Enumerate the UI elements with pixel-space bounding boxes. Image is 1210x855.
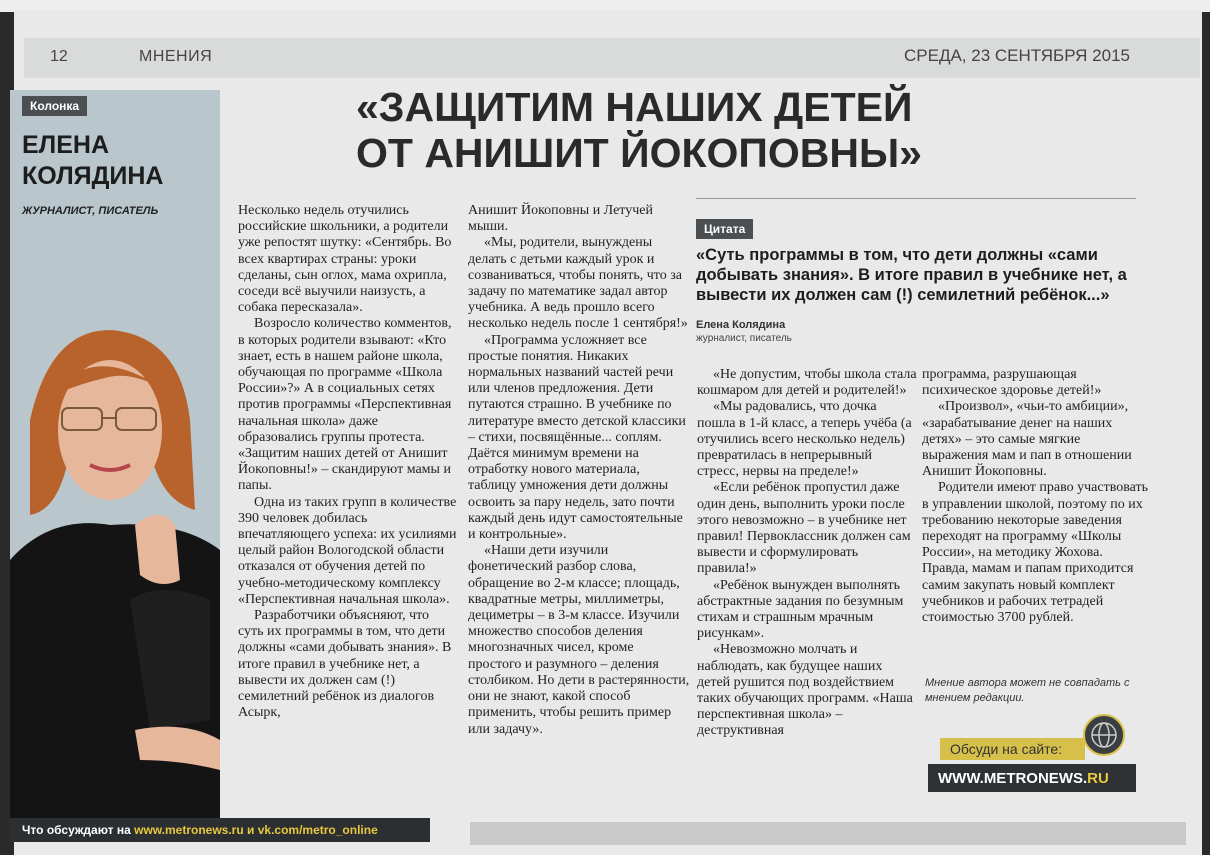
issue-date: СРЕДА, 23 СЕНТЯБРЯ 2015 — [903, 46, 1130, 65]
paragraph: Несколько недель отучились российские школьники, а родители уже репостят шутку: «Сентябрь. Во всех квартирах страны: уроки сделаны, сын оглох, мама охрипла, соседи всё выучили наизусть, а собака пересказала». — [238, 203, 452, 316]
pull-quote: «Суть программы в том, что дети должны «сами добывать знания». В итоге правил в учебнике нет, а вывести их должен сам (!) семилетний ребёнок...» — [696, 246, 1127, 304]
footer-links: www.metronews.ru и vk.com/metro_online — [134, 823, 378, 837]
paragraph: Родители имеют право участвовать в управлении школой, поэтому по их требованию некоторые заведения переходят на программу «Школы России», на методику Жохова. Правда, мамам и папам приходится самим закупать новый комплект учебников и рабочих тетрадей стоимостью 3700 рублей. — [922, 480, 1149, 626]
article-column-3 — [697, 367, 917, 740]
next-article-strip — [470, 822, 1186, 845]
footer-prefix: Что обсуждают на — [22, 823, 135, 837]
page-header — [24, 38, 1200, 78]
globe-icon — [1082, 713, 1126, 762]
paragraph: «Мы, родители, вынуждены делать с детьми каждый урок и созваниваться, чтобы понять, что за задачу по математике задал автор учебника. А ведь прошло всего несколько недель после 1 сентября!» — [468, 235, 688, 332]
author-name — [22, 130, 163, 192]
author-portrait-illustration — [10, 300, 220, 820]
quote-author: Елена Колядина — [696, 319, 786, 331]
author-role: ЖУРНАЛИСТ, ПИСАТЕЛЬ — [22, 205, 159, 217]
quote-author-role: журналист, писатель — [696, 333, 792, 344]
paragraph: Анишит Йокоповны и Летучей мыши. — [468, 203, 653, 235]
paragraph: «Невозможно молчать и наблюдать, как будущее наших детей рушится под воздействием таких обучающих программ. «Наша перспективная школа» – деструктивная — [697, 642, 913, 739]
headline-line-1: «ЗАЩИТИМ НАШИХ ДЕТЕЙ — [356, 84, 913, 130]
site-link-domain: RU — [1087, 770, 1109, 787]
paragraph: «Ребёнок вынужден выполнять абстрактные задания по безумным стихам и страшным мрачным рисункам». — [697, 577, 904, 642]
paragraph: Возросло количество комментов, в которых родители взывают: «Кто знает, есть в нашем районе школа, обучающая по программе «Школа России»?» А в социальных сетях против программы «Перспективная начальная школа» даже образовались группы протеста. «Защитим наших детей от Анишит Йокоповны!» – скандируют мамы и папы. — [238, 316, 452, 494]
paragraph: «Не допустим, чтобы школа стала кошмаром для детей и родителей!» — [697, 367, 917, 399]
paragraph: «Если ребёнок пропустил даже один день, выполнить уроки после этого невозможно – в учебнике нет правил! Первоклассник должен сам вывести и сформулировать правила!» — [697, 480, 911, 577]
author-photo — [10, 300, 220, 820]
author-first-name: ЕЛЕНА — [22, 131, 109, 159]
paragraph: программа, разрушающая психическое здоровье детей!» — [922, 367, 1102, 399]
article-column-2 — [468, 203, 690, 738]
editorial-disclaimer: Мнение автора может не совпадать с мнением редакции. — [925, 677, 1130, 704]
page-number: 12 — [50, 48, 68, 65]
author-last-name: КОЛЯДИНА — [22, 162, 164, 190]
quote-divider — [696, 198, 1136, 199]
quote-badge: Цитата — [696, 219, 753, 239]
article-column-1 — [238, 203, 458, 722]
paragraph: «Программа усложняет все простые понятия. Никаких нормальных названий частей речи или членов предложения. Дети путаются страшно. В учебнике по литературе вместо детской классики – стихи, посвящённые... соплям. Даётся минимум времени на отработку нового материала, таблицу умножения дети должны освоить за пару недель, зато почти каждый день идут самостоятельные и контрольные». — [468, 332, 686, 543]
article-headline — [356, 84, 1136, 176]
article-column-4 — [922, 367, 1150, 626]
paragraph: Одна из таких групп в количестве 390 человек добилась впечатляющего успеха: их усилиями целый район Вологодской области отказался от обучения детей по учебно-методическому комплексу «Перспективная начальная школа». — [238, 494, 457, 607]
paragraph: «Произвол», «чьи-то амбиции», «зарабатывание денег на наших детях» – это самые мягкие выражения мам и пап в отношении Анишит Йокоповны. — [922, 399, 1132, 480]
paragraph: «Наши дети изучили фонетический разбор слова, обращение во 2-м классе; площадь, квадратные метры, миллиметры, дециметры – в 3-м классе. Изучили множество способов деления многозначных чисел, кроме простого и разумного – деления столбиком. Но дети в растерянности, они не знают, какой способ применить, чтобы решить пример или задачу». — [468, 543, 690, 737]
paragraph: «Мы радовались, что дочка пошла в 1-й класс, а теперь учёба (а отучились всего несколько недель) превратилась в непрерывный стресс, нервы на пределе!» — [697, 399, 912, 480]
headline-line-2: ОТ АНИШИТ ЙОКОПОВНЫ» — [356, 130, 922, 176]
section-name: МНЕНИЯ — [139, 48, 213, 65]
paragraph: Разработчики объясняют, что суть их программы в том, что дети должны «сами добывать знания». В итоге правил в учебнике нет, а вывести их должен сам (!) семилетний ребёнок из диалогов Асырк, — [238, 608, 452, 721]
column-badge: Колонка — [22, 96, 87, 116]
site-link-prefix: WWW.METRONEWS. — [938, 770, 1088, 787]
discuss-label: Обсуди на сайте: — [940, 738, 1085, 760]
site-link[interactable] — [928, 764, 1136, 792]
footer-discussion-bar[interactable] — [10, 818, 430, 842]
